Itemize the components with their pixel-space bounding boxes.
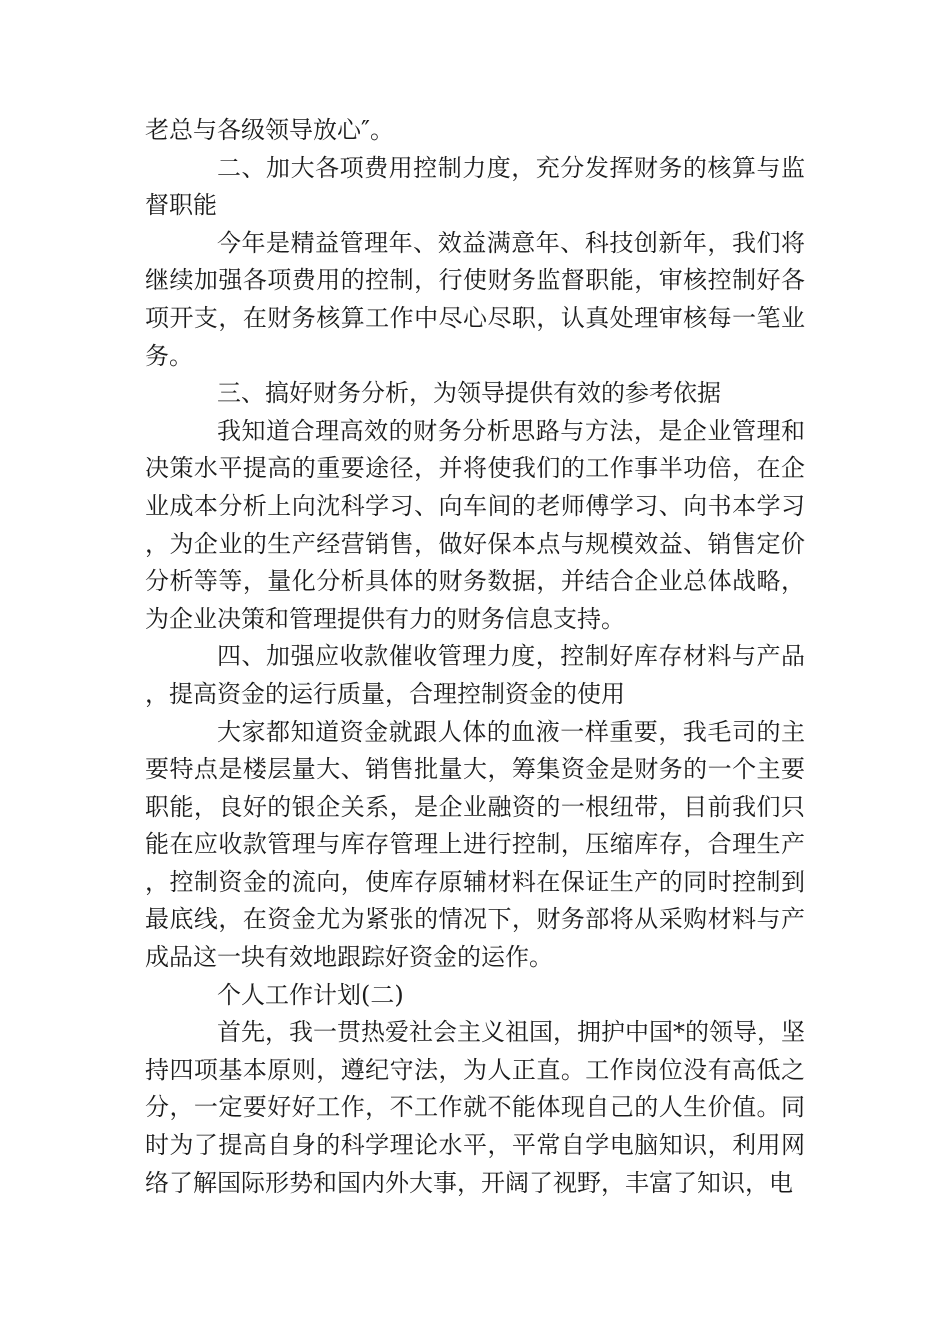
section-heading-4: 四、加强应收款催收管理力度，控制好库存材料与产品，提高资金的运行质量，合理控制资金的使用 [145, 642, 805, 708]
paragraph: 我知道合理高效的财务分析思路与方法，是企业管理和决策水平提高的重要途径，并将使我们的工作事半功倍，在企业成本分析上向沈科学习、向车间的老师傅学习、向书本学习，为企业的生产经营销售，做好保本点与规模效益、销售定价分析等等，量化分析具体的财务数据，并结合企业总体战略，为企业决策和管理提供有力的财务信息支持。 [145, 416, 805, 633]
section-heading-2: 二、加大各项费用控制力度，充分发挥财务的核算与监督职能 [145, 153, 805, 220]
paragraph: 今年是精益管理年、效益满意年、科技创新年，我们将继续加强各项费用的控制，行使财务监督职能，审核控制好各项开支，在财务核算工作中尽心尽职，认真处理审核每一笔业务。 [145, 228, 805, 370]
paragraph: 大家都知道资金就跟人体的血液一样重要，我毛司的主要特点是楼层量大、销售批量大，筹集资金是财务的一个主要职能，良好的银企关系，是企业融资的一根纽带，目前我们只能在应收款管理与库存管理上进行控制，压缩库存，合理生产，控制资金的流向，使库存原辅材料在保证生产的同时控制到最底线，在资金尤为紧张的情况下，财务部将从采购材料与产成品这一块有效地跟踪好资金的运作。 [145, 717, 805, 972]
document-subtitle: 个人工作计划(二) [217, 980, 404, 1009]
paragraph-continuation: 老总与各级领导放心″。 [145, 116, 394, 144]
paragraph: 首先，我一贯热爱社会主义祖国，拥护中国*的领导，坚持四项基本原则，遵纪守法，为人正直。工作岗位没有高低之分，一定要好好工作，不工作就不能体现自己的人生价值。同时为了提高自身的科学理论水平，平常自学电脑知识，利用网络了解国际形势和国内外大事，开阔了视野，丰富了知识，电 [145, 1018, 805, 1197]
section-heading-3: 三、搞好财务分析，为领导提供有效的参考依据 [217, 379, 721, 408]
document-body [145, 112, 805, 1202]
